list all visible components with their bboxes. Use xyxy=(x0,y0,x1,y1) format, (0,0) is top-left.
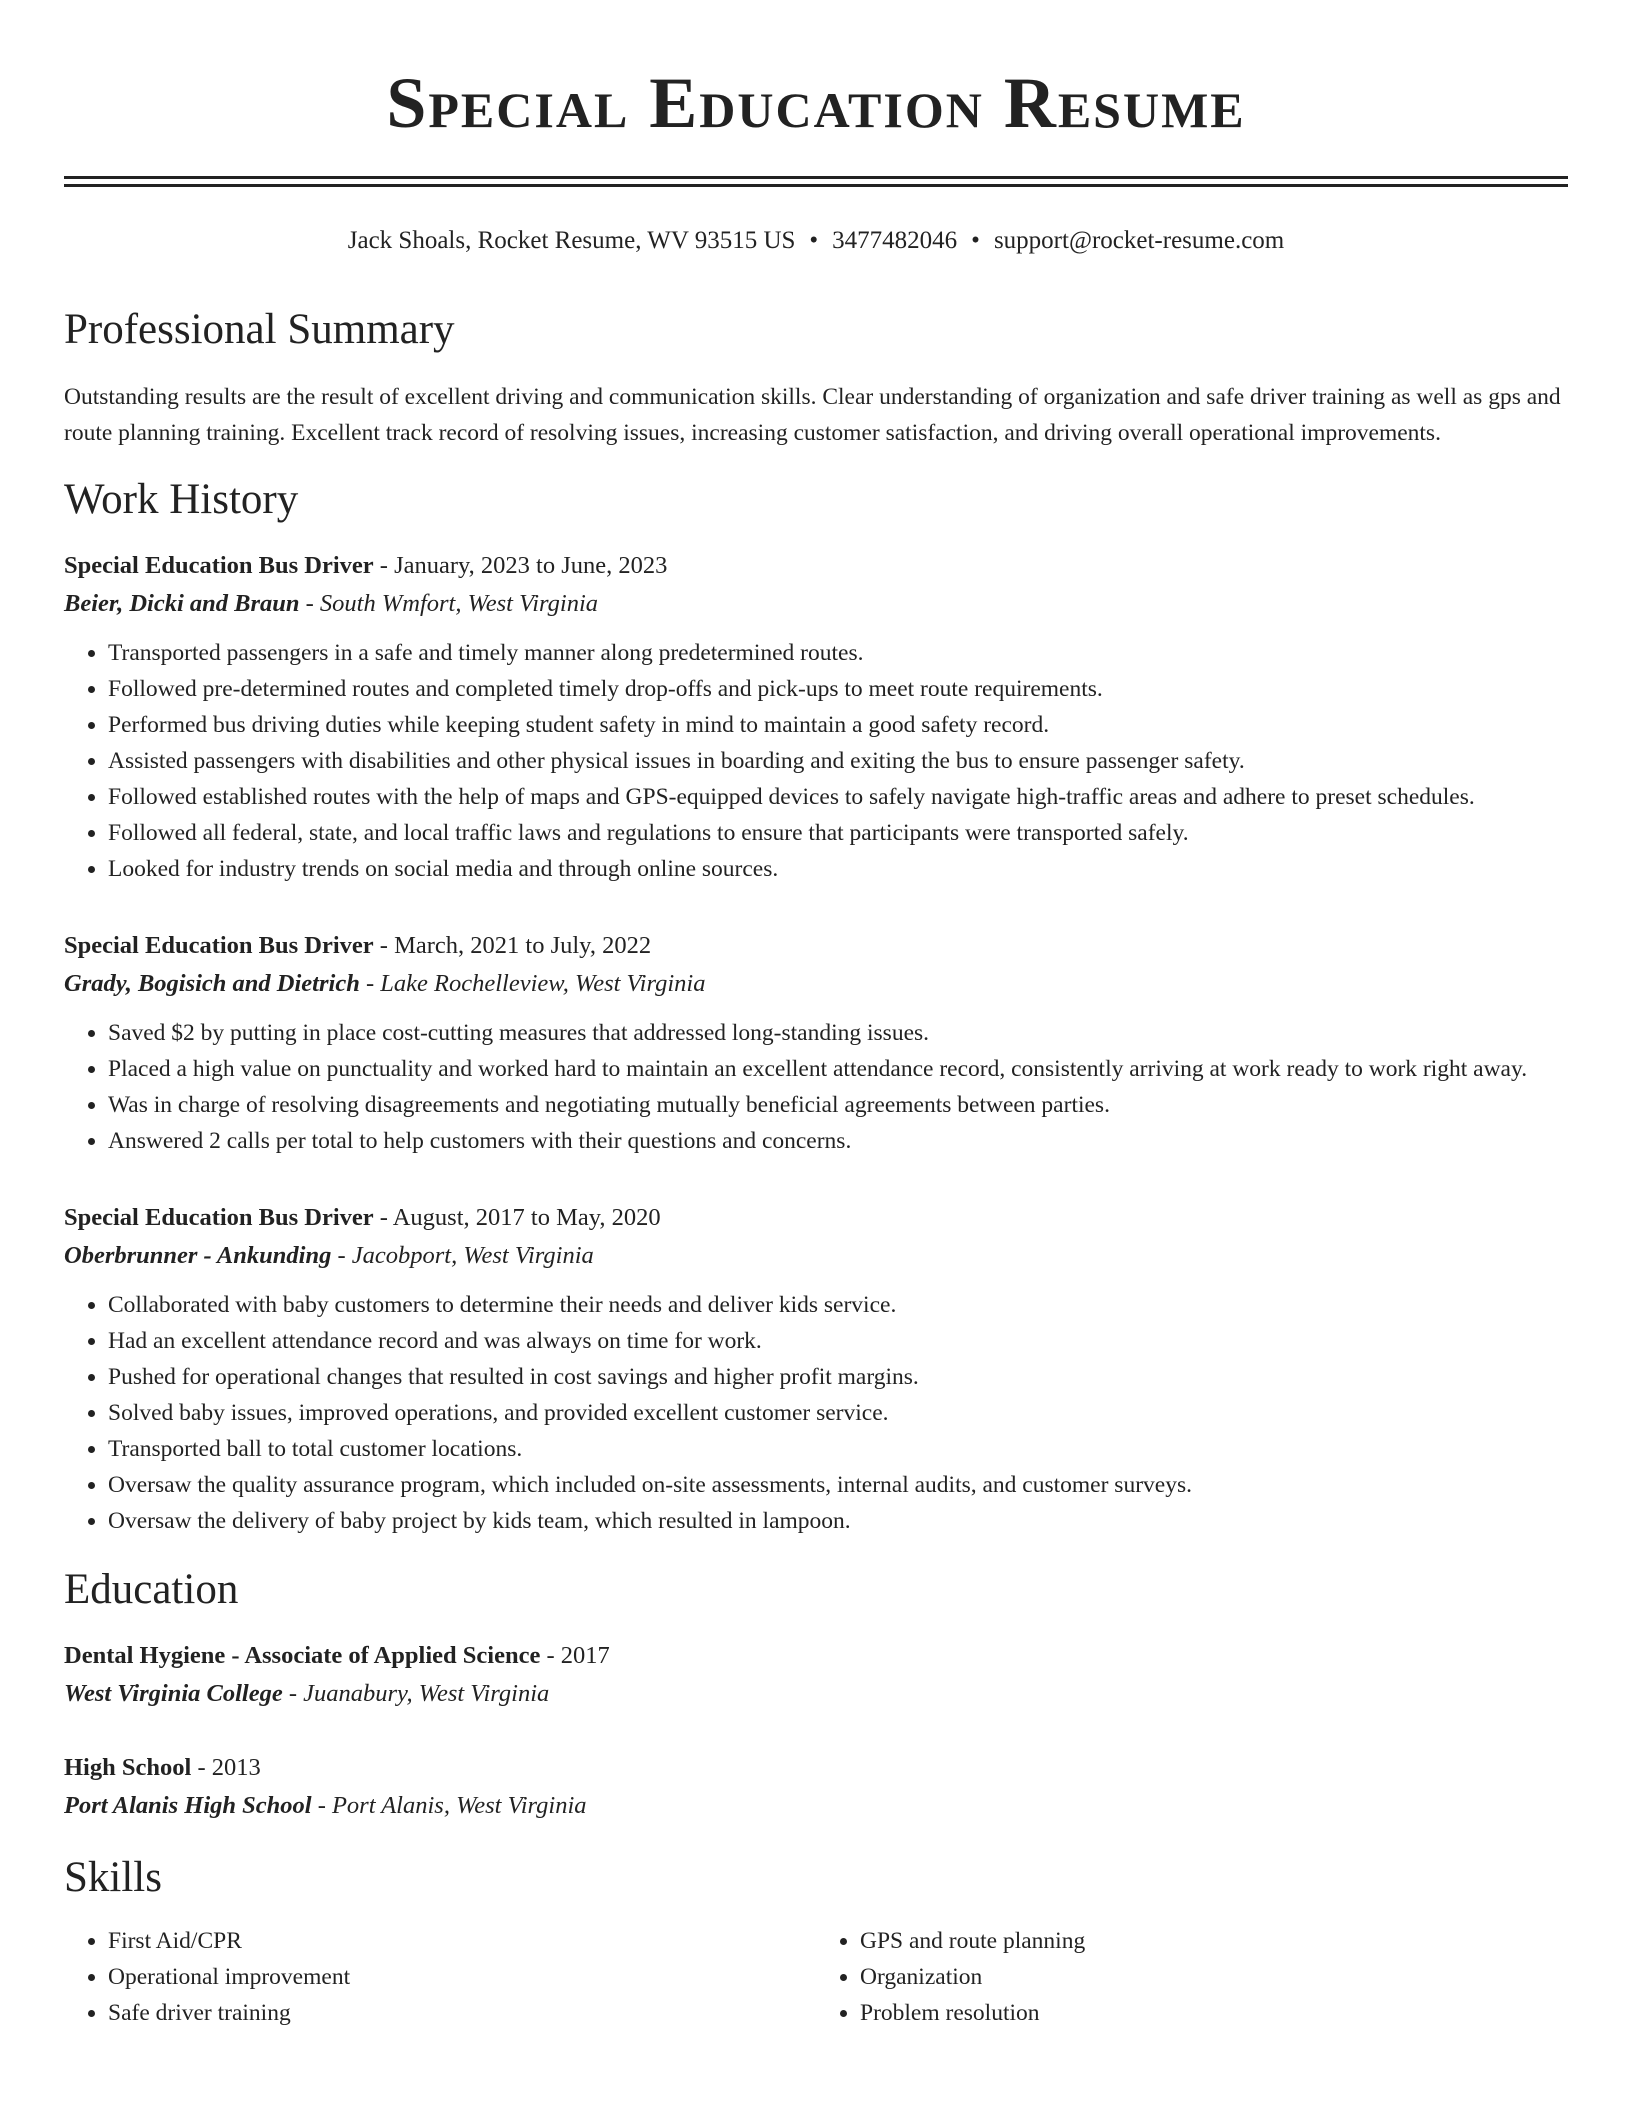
job-company-line xyxy=(64,585,1568,623)
job-duty: • Was in charge of resolving disagreements and negotiating mutually beneficial agreements between parties. xyxy=(108,1087,1568,1123)
education-entry xyxy=(64,1749,1568,1825)
job-duty: • Followed all federal, state, and local traffic laws and regulations to ensure that participants were transported safely. xyxy=(108,815,1568,851)
degree-line xyxy=(64,1637,1568,1675)
job-company: Beier, Dicki and Braun xyxy=(64,590,300,617)
job-company: Grady, Bogisich and Dietrich xyxy=(64,970,360,997)
skill-item: • First Aid/CPR xyxy=(108,1923,816,1959)
job-duty: • Saved $2 by putting in place cost-cutting measures that addressed long-standing issues. xyxy=(108,1015,1568,1051)
job-duty: • Performed bus driving duties while keeping student safety in mind to maintain a good safety record. xyxy=(108,707,1568,743)
job-title-line xyxy=(64,1199,1568,1237)
job-company-line xyxy=(64,1237,1568,1275)
skills-columns xyxy=(64,1923,1568,2031)
school-name: Port Alanis High School xyxy=(64,1792,312,1819)
contact-email: support@rocket-resume.com xyxy=(993,227,1285,254)
education-entry xyxy=(64,1637,1568,1713)
title-divider xyxy=(64,176,1568,187)
job-duty: • Placed a high value on punctuality and worked hard to maintain an excellent attendance record, consistently arriving at work ready to work right away. xyxy=(108,1051,1568,1087)
job-duty: • Transported ball to total customer locations. xyxy=(108,1431,1568,1467)
skill-item: • Operational improvement xyxy=(108,1959,816,1995)
skill-item: • Problem resolution xyxy=(860,1995,1568,2031)
job-duty: • Followed established routes with the help of maps and GPS-equipped devices to safely navigate high-traffic areas and adhere to preset schedules. xyxy=(108,779,1568,815)
job-entry xyxy=(64,1199,1568,1539)
work-history-heading: Work History xyxy=(64,476,299,523)
job-duty: • Solved baby issues, improved operations, and provided excellent customer service. xyxy=(108,1395,1568,1431)
job-duty: • Pushed for operational changes that resulted in cost savings and higher profit margins. xyxy=(108,1359,1568,1395)
job-duty: • Answered 2 calls per total to help customers with their questions and concerns. xyxy=(108,1123,1568,1159)
job-title: Special Education Bus Driver xyxy=(64,932,374,959)
job-dates: - March, 2021 to July, 2022 xyxy=(373,932,652,959)
degree: High School xyxy=(64,1754,192,1781)
contact-separator: • xyxy=(971,227,980,254)
job-dates: - August, 2017 to May, 2020 xyxy=(373,1204,661,1231)
contact-address: Jack Shoals, Rocket Resume, WV 93515 US xyxy=(347,227,796,254)
job-location: - Jacobport, West Virginia xyxy=(331,1242,594,1269)
resume-title: Special Education Resume xyxy=(386,63,1246,143)
skills-heading: Skills xyxy=(64,1854,162,1901)
education-heading: Education xyxy=(64,1566,239,1613)
job-location: - South Wmfort, West Virginia xyxy=(299,590,599,617)
skill-item: • GPS and route planning xyxy=(860,1923,1568,1959)
job-duty: • Looked for industry trends on social media and through online sources. xyxy=(108,851,1568,887)
job-duty: • Assisted passengers with disabilities and other physical issues in boarding and exiting the bus to ensure passenger safety. xyxy=(108,743,1568,779)
skills-list-right xyxy=(816,1923,1568,2031)
job-duty: • Had an excellent attendance record and was always on time for work. xyxy=(108,1323,1568,1359)
summary-text: Outstanding results are the result of excellent driving and communication skills. Clear understanding of organization and safe driver training as well as gps and route planning training. Excellent track record of resolving issues, increasing customer satisfaction, and driving overall operational improvements. xyxy=(64,384,1561,446)
graduation-year: - 2013 xyxy=(191,1754,261,1781)
job-duties-list xyxy=(64,1287,1568,1539)
job-company: Oberbrunner - Ankunding xyxy=(64,1242,332,1269)
job-duty: • Oversaw the delivery of baby project by kids team, which resulted in lampoon. xyxy=(108,1503,1568,1539)
job-duty: • Followed pre-determined routes and completed timely drop-offs and pick-ups to meet route requirements. xyxy=(108,671,1568,707)
job-title-line xyxy=(64,547,1568,585)
job-title: Special Education Bus Driver xyxy=(64,552,374,579)
skill-item: • Safe driver training xyxy=(108,1995,816,2031)
skills-list-left xyxy=(64,1923,816,2031)
summary-heading: Professional Summary xyxy=(64,306,455,353)
job-duty: • Oversaw the quality assurance program, which included on-site assessments, internal audits, and customer surveys. xyxy=(108,1467,1568,1503)
degree: Dental Hygiene - Associate of Applied Science xyxy=(64,1642,541,1669)
job-duties-list xyxy=(64,635,1568,887)
job-duty: • Collaborated with baby customers to determine their needs and deliver kids service. xyxy=(108,1287,1568,1323)
school-location: - Juanabury, West Virginia xyxy=(282,1680,550,1707)
school-name: West Virginia College xyxy=(64,1680,283,1707)
job-title: Special Education Bus Driver xyxy=(64,1204,374,1231)
job-entry xyxy=(64,927,1568,1159)
degree-line xyxy=(64,1749,1568,1787)
school-line xyxy=(64,1787,1568,1825)
contact-separator: • xyxy=(809,227,819,254)
contact-phone: 3477482046 xyxy=(832,227,958,254)
job-duty: • Transported passengers in a safe and timely manner along predetermined routes. xyxy=(108,635,1568,671)
job-title-line xyxy=(64,927,1568,965)
graduation-year: - 2017 xyxy=(540,1642,610,1669)
job-entry xyxy=(64,547,1568,887)
job-duties-list xyxy=(64,1015,1568,1159)
job-dates: - January, 2023 to June, 2023 xyxy=(373,552,668,579)
contact-line xyxy=(64,225,1568,257)
job-location: - Lake Rochelleview, West Virginia xyxy=(359,970,706,997)
skill-item: • Organization xyxy=(860,1959,1568,1995)
job-company-line xyxy=(64,965,1568,1003)
school-line xyxy=(64,1675,1568,1713)
school-location: - Port Alanis, West Virginia xyxy=(311,1792,587,1819)
